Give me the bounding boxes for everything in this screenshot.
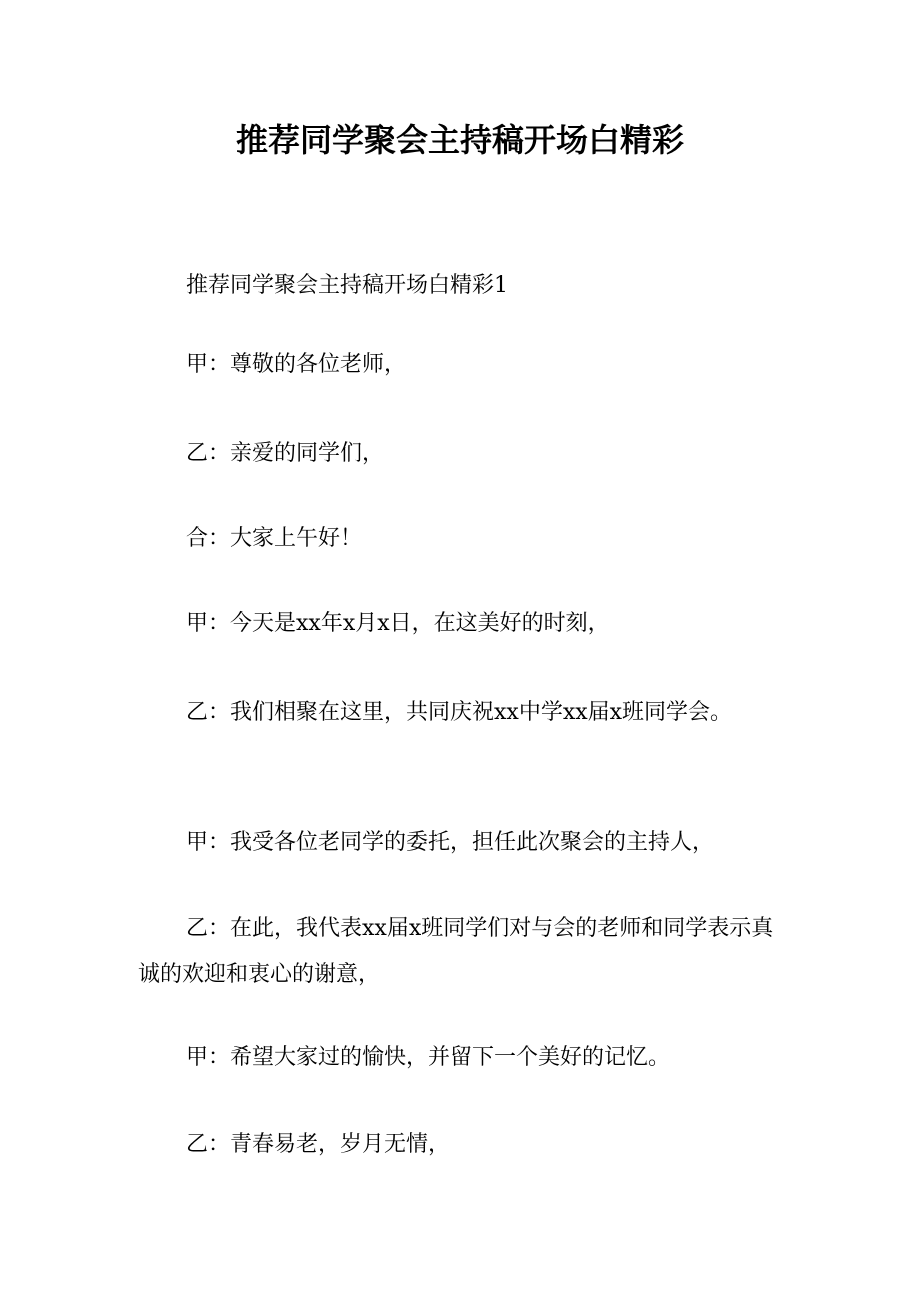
paragraph-6: 甲：我受各位老同学的委托，担任此次聚会的主持人， [186,830,715,855]
paragraph-1: 甲：尊敬的各位老师， [186,352,407,377]
paragraph-2: 乙：亲爱的同学们， [186,441,385,466]
paragraph-subtitle: 推荐同学聚会主持稿开场白精彩1 [186,273,508,298]
paragraph-5: 乙：我们相聚在这里，共同庆祝xx中学xx届x班同学会。 [186,700,733,725]
document-title: 推荐同学聚会主持稿开场白精彩 [235,121,684,159]
paragraph-4: 甲：今天是xx年x月x日，在这美好的时刻， [186,611,610,636]
paragraph-9: 乙：青春易老，岁月无情， [186,1132,451,1157]
paragraph-3: 合：大家上午好！ [186,526,363,551]
paragraph-7: 乙：在此，我代表xx届x班同学们对与会的老师和同学表示真诚的欢迎和衷心的谢意， [138,916,774,987]
paragraph-8: 甲：希望大家过的愉快，并留下一个美好的记忆。 [186,1045,671,1070]
